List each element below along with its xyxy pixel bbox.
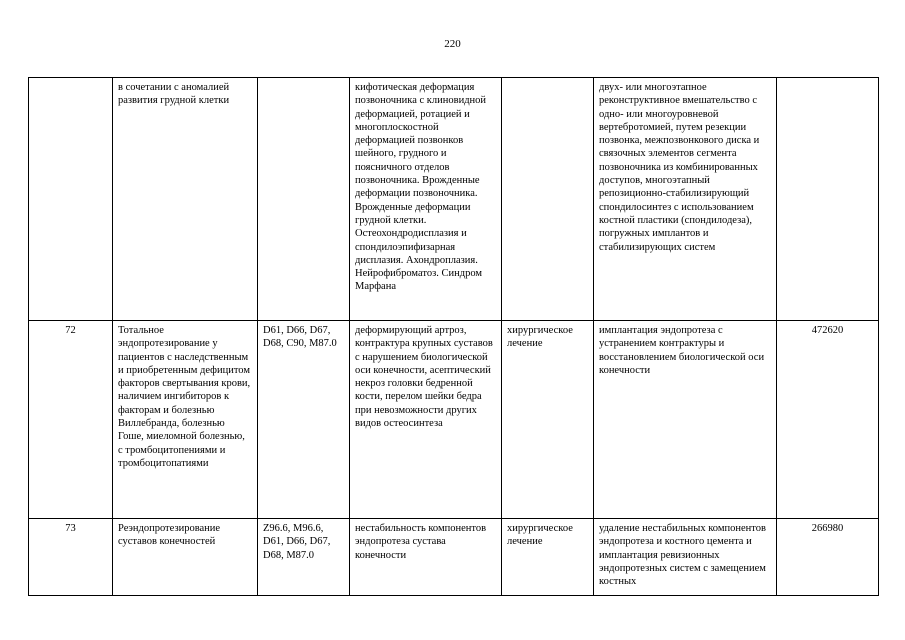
procedure-name: Тотальное эндопротезирование у пациентов с наследственным и приобретенным дефицитом факторов свертывания крови, наличием ингибиторов к факторам и болезнью Виллебранда, болезнью Гоше, миеломной болезнью, с тромбоцитопениями и тромбоцитопатиями	[113, 321, 258, 519]
patient-model: кифотическая деформация позвоночника с клиновидной деформацией, ротацией и многоплоскостной деформацией позвонков шейного, грудного и поясничного отделов позвоночника. Врожденные деформации позвоночника. Врожденные деформации грудной клетки. Остеохондродисплазия и спондилоэпифизарная дисплазия. Ахондроплазия. Нейрофиброматоз. Синдром Марфана	[350, 78, 502, 321]
table-row	[29, 78, 879, 321]
diagnosis-codes	[258, 78, 350, 321]
price: 266980	[777, 519, 879, 596]
treatment-type: хирургическое лечение	[502, 321, 594, 519]
table-row	[29, 519, 879, 596]
price: 472620	[777, 321, 879, 519]
diagnosis-codes: Z96.6, M96.6, D61, D66, D67, D68, M87.0	[258, 519, 350, 596]
treatment-type	[502, 78, 594, 321]
procedure-name: в сочетании с аномалией развития грудной клетки	[113, 78, 258, 321]
treatment-method: двух- или многоэтапное реконструктивное вмешательство с одно- или многоуровневой вертебротомией, путем резекции позвонка, межпозвонкового диска и связочных элементов сегмента позвоночника из комбинированных доступов, многоэтапный репозиционно-стабилизирующий спондилосинтез с использованием костной пластики (спондилодеза), погружных имплантов и стабилизирующих систем	[594, 78, 777, 321]
procedure-name: Реэндопротезирование суставов конечностей	[113, 519, 258, 596]
patient-model: нестабильность компонентов эндопротеза сустава конечности	[350, 519, 502, 596]
row-number: 72	[29, 321, 113, 519]
patient-model: деформирующий артроз, контрактура крупных суставов с нарушением биологической оси конечности, асептический некроз головки бедренной кости, перелом шейки бедра при невозможности других видов остеосинтеза	[350, 321, 502, 519]
row-number: 73	[29, 519, 113, 596]
treatment-type: хирургическое лечение	[502, 519, 594, 596]
treatment-method: имплантация эндопротеза с устранением контрактуры и восстановлением биологической оси конечности	[594, 321, 777, 519]
procedures-table	[28, 77, 879, 596]
page-number: 220	[444, 38, 461, 50]
diagnosis-codes: D61, D66, D67, D68, C90, M87.0	[258, 321, 350, 519]
table-row	[29, 321, 879, 519]
price	[777, 78, 879, 321]
row-number	[29, 78, 113, 321]
treatment-method: удаление нестабильных компонентов эндопротеза и костного цемента и имплантация ревизионных эндопротезных систем с замещением костных	[594, 519, 777, 596]
